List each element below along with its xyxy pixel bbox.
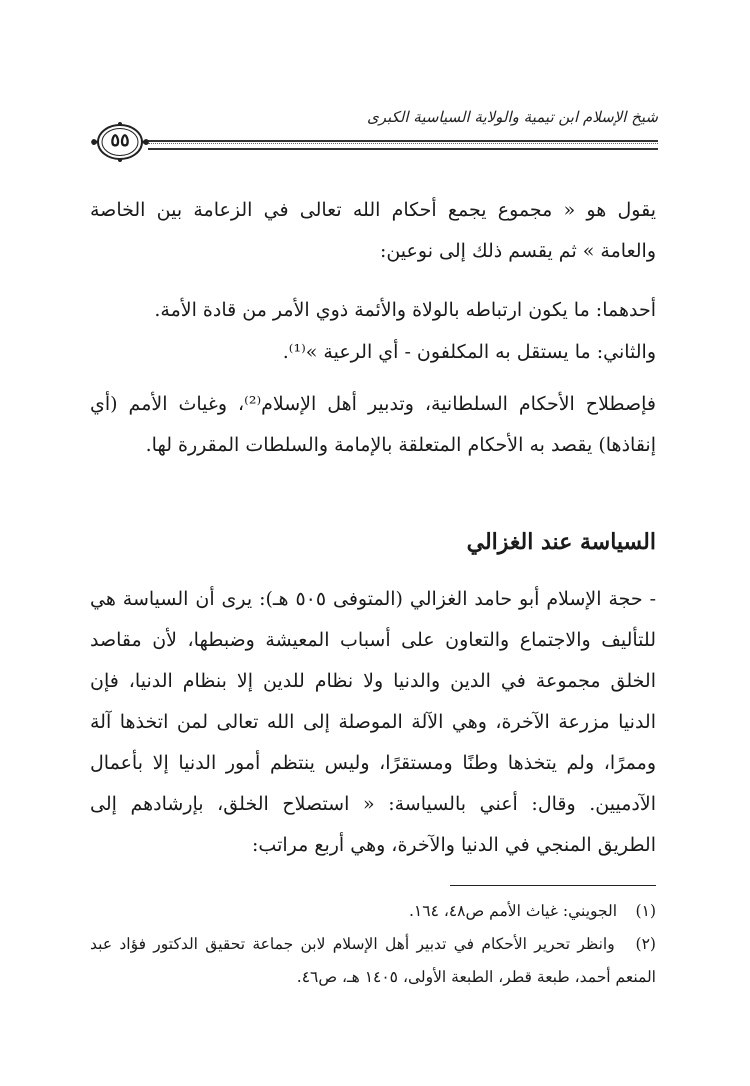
- paragraph-1: يقول هو « مجموع يجمع أحكام الله تعالى في الزعامة بين الخاصة والعامة » ثم يقسم ذلك إلى نوعين:: [90, 199, 656, 262]
- footnote-2: [90, 928, 656, 994]
- running-title: شيخ الإسلام ابن تيمية والولاية السياسية الكبرى: [366, 108, 658, 126]
- paragraph-4: فإصطلاح الأحكام السلطانية، وتدبير أهل الإسلام⁽²⁾، وغياث الأمم (أي إنقاذها) يقصد به الأحكام المتعلقة بالإمامة والسلطات المقررة لها.: [90, 393, 656, 456]
- header-rule: [148, 140, 658, 150]
- paragraph-4-block: [90, 384, 656, 466]
- footnote-separator: [450, 885, 656, 886]
- paragraph-5: - حجة الإسلام أبو حامد الغزالي (المتوفى ٥٠٥ هـ): يرى أن السياسة هي للتأليف والاجتماع والتعاون على أسباب المعيشة وضبطها، لأن مقاصد الخلق مجموعة في الدين والدنيا ولا نظام للدين إلا بنظام الدنيا، فإن الدنيا مزرعة الآخرة، وهي الآلة الموصلة إلى الله تعالى لمن اتخذها آلة وممرًا، ولم يتخذها وطنًا ومستقرًا، وليس ينتظم أمور الدنيا إلا بأعمال الآدميين. وقال: أعني بالسياسة: « استصلاح الخلق، بإرشادهم إلى الطريق المنجي في الدنيا والآخرة، وهي أربع مراتب:: [90, 588, 656, 856]
- footnote-text: الجويني: غياث الأمم ص٤٨، ١٦٤.: [408, 902, 618, 920]
- footnotes: [90, 895, 656, 994]
- paragraph-3-block: [90, 332, 656, 373]
- paragraph-5-block: [90, 579, 656, 866]
- section-heading: السياسة عند الغزالي: [466, 529, 656, 555]
- paragraph-2-block: [90, 290, 656, 331]
- paragraph-2: أحدهما: ما يكون ارتباطه بالولاة والأئمة ذوي الأمر من قادة الأمة.: [154, 299, 656, 321]
- page-number: ٥٥: [110, 130, 130, 151]
- footnote-number: (١): [635, 902, 656, 920]
- paragraph-1-block: [90, 190, 656, 272]
- footnote-text: وانظر تحرير الأحكام في تدبير أهل الإسلام لابن جماعة تحقيق الدكتور فؤاد عبد المنعم أحمد، طبعة قطر، الطبعة الأولى، ١٤٠٥ هـ، ص٤٦.: [90, 935, 656, 986]
- page-header: [90, 108, 658, 168]
- page-number-ornament: [90, 120, 150, 164]
- footnote-number: (٢): [635, 935, 656, 953]
- paragraph-3: والثاني: ما يستقل به المكلفون - أي الرعية »⁽¹⁾.: [282, 341, 656, 363]
- footnote-1: [90, 895, 656, 928]
